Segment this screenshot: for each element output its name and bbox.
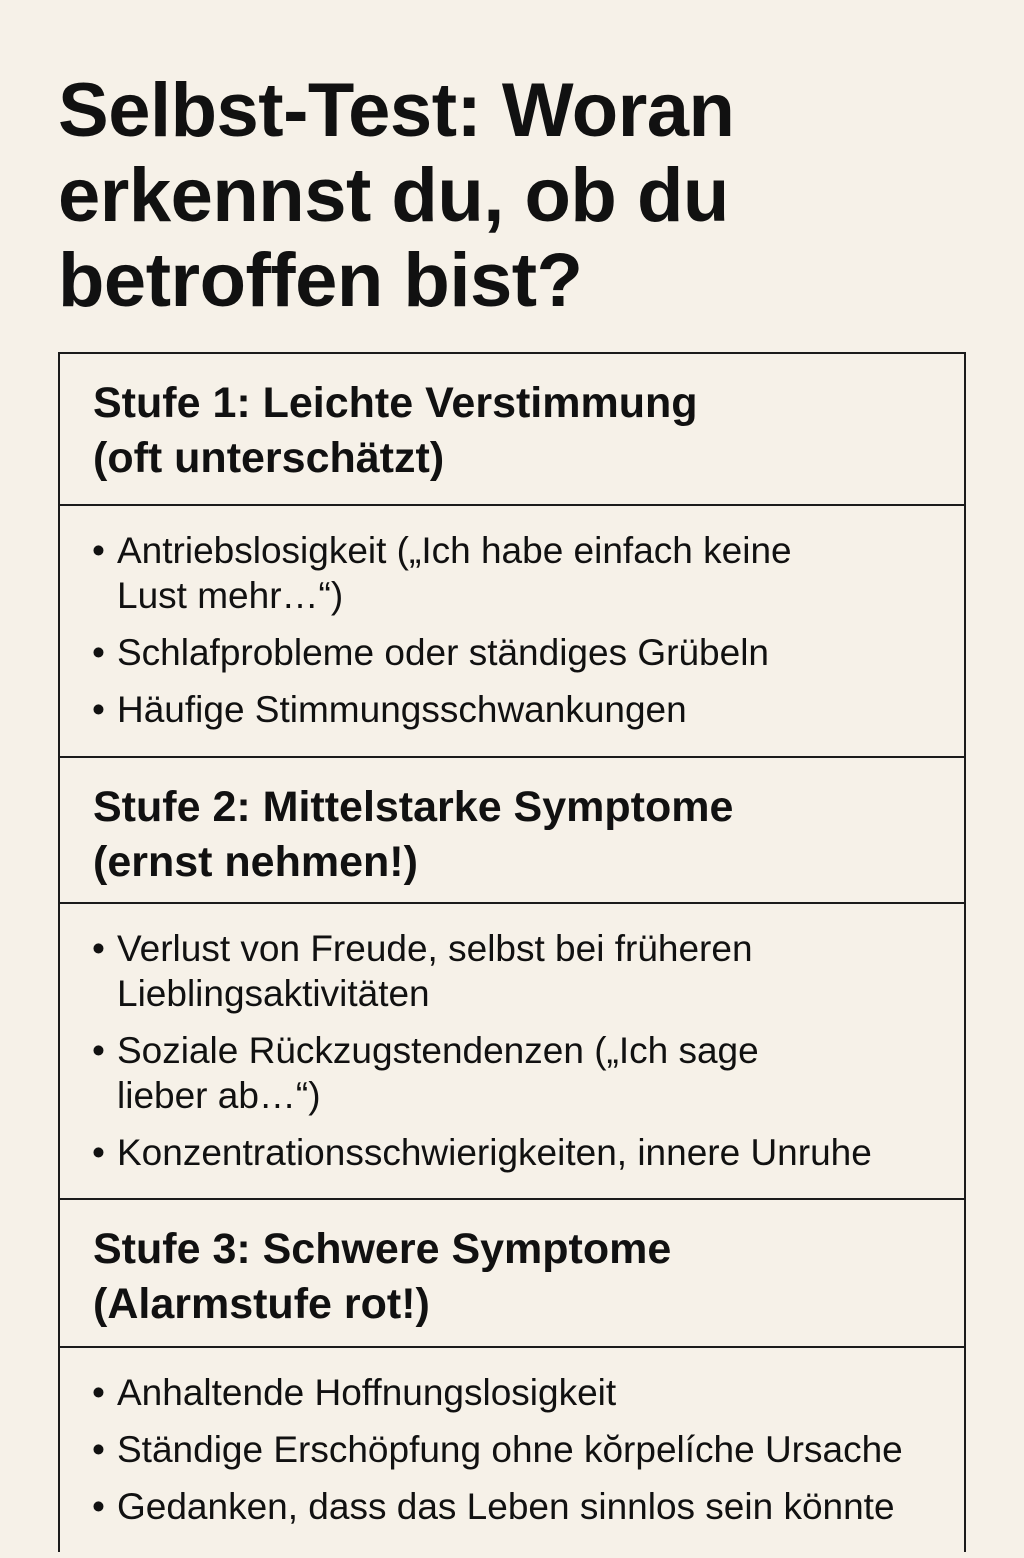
level-2-heading-row	[60, 758, 964, 904]
bullet-icon: •	[92, 1372, 105, 1413]
list-item	[92, 1130, 958, 1175]
bullet-icon: •	[92, 1486, 105, 1527]
list-item	[92, 528, 958, 618]
level-2-heading: Stufe 2: Mittelstarke Symptome (ernst nehmen!)	[93, 783, 734, 886]
bullet-icon: •	[92, 928, 105, 969]
bullet-icon: •	[92, 1030, 105, 1071]
list-item	[92, 687, 958, 732]
bullet-icon: •	[92, 689, 105, 730]
list-item	[92, 926, 958, 1016]
bullet-icon: •	[92, 632, 105, 673]
symptom-text: Konzentrationsschwierigkeiten, innere Unruhe	[117, 1132, 872, 1173]
level-3-heading: Stufe 3: Schwere Symptome (Alarmstufe rot!)	[93, 1225, 672, 1328]
page-title: Selbst-Test: Woran erkennst du, ob du betroffen bist?	[58, 68, 735, 323]
level-1-symptom-list	[92, 528, 958, 744]
level-1-heading: Stufe 1: Leichte Verstimmung (oft unterschätzt)	[93, 379, 698, 482]
level-3-symptoms-row	[60, 1348, 964, 1558]
bullet-icon: •	[92, 1132, 105, 1173]
list-item	[92, 630, 958, 675]
bullet-icon: •	[92, 530, 105, 571]
symptom-text: Ständige Erschöpfung ohne kŏrpelíche Ursache	[117, 1429, 903, 1470]
symptom-text: Soziale Rückzugstendenzen („Ich sage lieber ab…“)	[117, 1030, 759, 1116]
symptom-text: Gedanken, dass das Leben sinnlos sein könnte	[117, 1486, 895, 1527]
symptom-text: Verlust von Freude, selbst bei früheren Lieblingsaktivitäten	[117, 928, 753, 1014]
symptom-text: Häufige Stimmungsschwankungen	[117, 689, 687, 730]
symptom-text: Anhaltende Hoffnungslosigkeit	[117, 1372, 617, 1413]
level-3-heading-row	[60, 1200, 964, 1348]
level-2-symptom-list	[92, 926, 958, 1187]
list-item	[92, 1028, 958, 1118]
level-1-symptoms-row	[60, 506, 964, 758]
bullet-icon: •	[92, 1429, 105, 1470]
symptom-text: Antriebslosigkeit („Ich habe einfach keine Lust mehr…“)	[117, 530, 792, 616]
list-item	[92, 1427, 958, 1472]
level-3-symptom-list	[92, 1370, 958, 1541]
symptom-table	[58, 352, 966, 1552]
list-item	[92, 1370, 958, 1415]
list-item	[92, 1484, 958, 1529]
level-1-heading-row	[60, 354, 964, 506]
level-2-symptoms-row	[60, 904, 964, 1200]
symptom-text: Schlafprobleme oder ständiges Grübeln	[117, 632, 769, 673]
